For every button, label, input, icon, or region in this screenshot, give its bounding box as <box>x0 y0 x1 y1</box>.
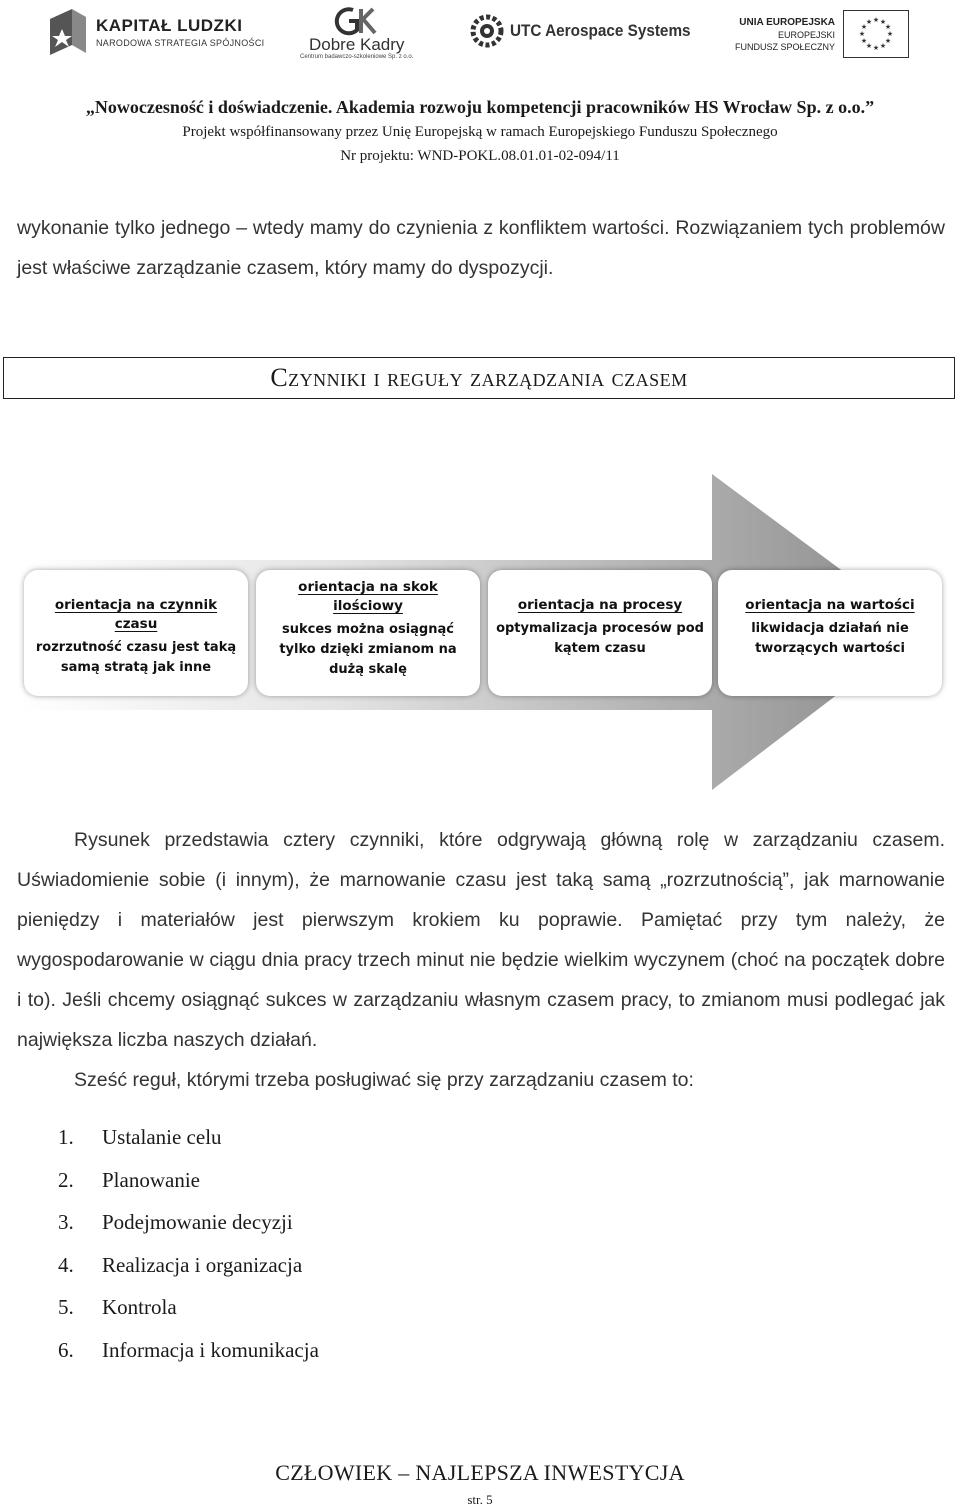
list-item-text: Informacja i komunikacja <box>102 1337 319 1362</box>
list-item <box>58 1116 319 1159</box>
factor-card-values <box>718 570 942 696</box>
svg-text:★: ★ <box>879 42 887 50</box>
kapital-ludzki-name: KAPITAŁ LUDZKI <box>96 16 243 35</box>
svg-text:★: ★ <box>858 30 866 38</box>
svg-text:★: ★ <box>879 18 887 26</box>
svg-text:★: ★ <box>872 44 880 52</box>
dobre-kadry-name: Dobre Kadry <box>308 35 405 54</box>
eu-logo <box>735 10 909 58</box>
page-number: str. 5 <box>467 1492 493 1507</box>
svg-text:★: ★ <box>865 18 873 26</box>
body-paragraph <box>17 820 945 1100</box>
section-title: Czynniki i reguły zarządzania czasem <box>3 357 955 399</box>
factors-diagram <box>18 470 938 800</box>
factor-card-head: orientacja na wartości <box>745 597 915 613</box>
list-item-text: Realizacja i organizacja <box>102 1252 303 1277</box>
project-title: „Nowoczesność i doświadczenie. Akademia rozwoju kompetencji pracowników HS Wrocław Sp. z o.o.” <box>85 97 875 117</box>
eu-line2: EUROPEJSKI <box>778 29 836 40</box>
svg-text:★: ★ <box>886 30 894 38</box>
factor-card-body: optymalizacja procesów pod kątem czasu <box>496 621 704 656</box>
list-item <box>58 1159 319 1202</box>
kapital-ludzki-logo <box>42 4 264 60</box>
list-item <box>58 1329 319 1372</box>
rules-intro: Sześć reguł, którymi trzeba posługiwać się przy zarządzaniu czasem to: <box>74 1069 694 1091</box>
dobre-kadry-subtitle: Centrum badawczo-szkoleniowe Sp. z o.o. <box>300 54 414 60</box>
svg-text:★: ★ <box>884 23 892 31</box>
list-item <box>58 1244 319 1287</box>
list-item-text: Ustalanie celu <box>102 1125 222 1149</box>
kapital-ludzki-subtitle: NARODOWA STRATEGIA SPÓJNOŚCI <box>96 38 265 48</box>
logo-bar <box>0 0 960 70</box>
factor-card-body: likwidacja działań nie tworzących wartości <box>751 621 909 656</box>
project-header <box>0 94 960 168</box>
svg-text:★: ★ <box>872 16 880 24</box>
svg-text:★: ★ <box>860 37 868 45</box>
svg-text:★: ★ <box>884 37 892 45</box>
utc-gear-icon <box>470 14 504 48</box>
factor-card-body: rozrzutność czasu jest taką samą stratą jak inne <box>35 640 237 675</box>
factor-card-process <box>488 570 712 696</box>
cofinance-line: Projekt współfinansowany przez Unię Europejską w ramach Europejskiego Funduszu Społecznego <box>182 124 778 140</box>
project-number: Nr projektu: WND-POKL.08.01.01-02-094/11 <box>340 148 620 164</box>
page-footer <box>0 1460 960 1508</box>
list-item <box>58 1201 319 1244</box>
list-item-number: 5. <box>58 1295 74 1319</box>
list-item-number: 6. <box>58 1337 74 1362</box>
list-item-number: 2. <box>58 1167 74 1192</box>
utc-logo <box>470 14 711 48</box>
factor-card-head: orientacja na procesy <box>517 597 683 613</box>
footer-slogan: CZŁOWIEK – NAJLEPSZA INWESTYCJA <box>275 1460 685 1485</box>
dobre-kadry-logo <box>300 6 413 60</box>
factor-card-head: orientacja na skok ilościowy <box>298 579 438 614</box>
list-item-text: Kontrola <box>102 1295 177 1319</box>
list-item-number: 4. <box>58 1252 74 1277</box>
svg-text:★: ★ <box>865 42 873 50</box>
body-paragraph-text: Rysunek przedstawia cztery czynniki, które odgrywają główną rolę w zarządzaniu czasem. Uświadomienie sobie (i innym), że marnowanie czasu jest taką samą „rozrzutnością”, jak marnowanie pieniędzy i materiałów jest pierwszym krokiem ku poprawie. Pamiętać przy tym należy, że wygospodarowanie w ciągu dnia pracy trzech minut nie będzie wielkim wyczynem (choć na początek dobre i to). Jeśli chcemy osiągnąć sukces w zarządzaniu własnym czasem pracy, to zmianom musi podlegać jak największa liczba naszych działań. <box>17 829 945 1051</box>
utc-name: UTC Aerospace Systems <box>510 21 691 40</box>
list-item-text: Planowanie <box>102 1167 200 1192</box>
factor-card-time <box>24 570 248 696</box>
rules-list <box>58 1116 319 1371</box>
factor-card-quantitative <box>256 570 480 696</box>
kapital-ludzki-star-icon <box>42 7 88 57</box>
intro-paragraph: wykonanie tylko jednego – wtedy mamy do czynienia z konfliktem wartości. Rozwiązaniem tych problemów jest właściwe zarządzanie czasem, który mamy do dyspozycji. <box>17 217 945 279</box>
dobre-kadry-mark-icon <box>327 6 387 36</box>
list-item-number: 3. <box>58 1210 74 1234</box>
eu-line3: FUNDUSZ SPOŁECZNY <box>735 41 836 52</box>
list-item-number: 1. <box>58 1125 74 1149</box>
eu-flag-icon <box>843 10 909 58</box>
eu-line1: UNIA EUROPEJSKA <box>739 16 836 28</box>
list-item <box>58 1286 319 1329</box>
list-item-text: Podejmowanie decyzji <box>102 1210 293 1234</box>
factor-card-head: orientacja na czynnik czasu <box>54 597 218 632</box>
factor-card-body: sukces można osiągnąć tylko dzięki zmianom na dużą skalę <box>279 622 457 677</box>
svg-text:★: ★ <box>860 23 868 31</box>
